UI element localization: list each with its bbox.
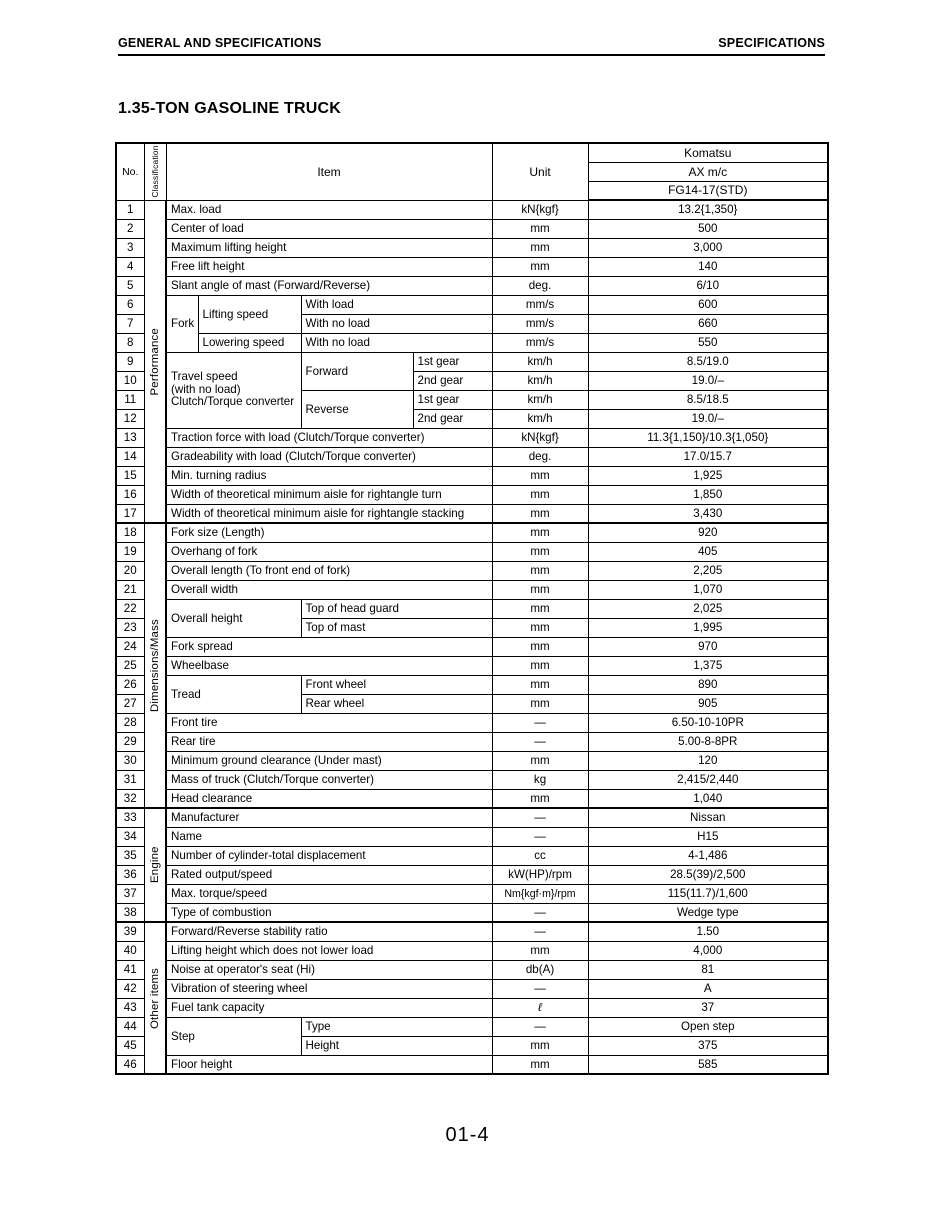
classification-label: Performance <box>148 327 161 395</box>
row-no: 18 <box>116 523 144 542</box>
row-value: 920 <box>588 523 828 542</box>
table-row <box>116 1055 828 1074</box>
row-item: Number of cylinder-total displacement <box>166 846 492 865</box>
row-unit: mm <box>492 637 588 656</box>
table-row <box>116 656 828 675</box>
row-unit: — <box>492 827 588 846</box>
row-item: Noise at operator's seat (Hi) <box>166 960 492 979</box>
header-right-title: SPECIFICATIONS <box>718 36 825 50</box>
row-value: 2,205 <box>588 561 828 580</box>
row-value: Open step <box>588 1017 828 1036</box>
row-value: 1,995 <box>588 618 828 637</box>
row-value: 1,070 <box>588 580 828 599</box>
row-value: 905 <box>588 694 828 713</box>
specification-table <box>115 142 829 1075</box>
table-row <box>116 466 828 485</box>
row-unit: mm <box>492 618 588 637</box>
row-value: 11.3{1,150}/10.3{1,050} <box>588 428 828 447</box>
row-value: 890 <box>588 675 828 694</box>
row-unit: mm/s <box>492 314 588 333</box>
row-unit: deg. <box>492 276 588 295</box>
row-item: Front wheel <box>301 675 492 694</box>
row-value: 140 <box>588 257 828 276</box>
row-unit: mm <box>492 466 588 485</box>
row-value: 970 <box>588 637 828 656</box>
row-unit: mm <box>492 694 588 713</box>
row-value: 19.0/– <box>588 371 828 390</box>
row-unit: — <box>492 1017 588 1036</box>
row-unit: km/h <box>492 371 588 390</box>
classification-label: Engine <box>148 846 161 884</box>
row-no: 2 <box>116 219 144 238</box>
row-item: Overhang of fork <box>166 542 492 561</box>
row-unit: mm <box>492 789 588 808</box>
header-left-title: GENERAL AND SPECIFICATIONS <box>118 36 322 50</box>
row-unit: ℓ <box>492 998 588 1017</box>
row-item: Center of load <box>166 219 492 238</box>
row-item: Overall width <box>166 580 492 599</box>
row-no: 4 <box>116 257 144 276</box>
row-no: 39 <box>116 922 144 941</box>
row-no: 12 <box>116 409 144 428</box>
group-lifting-speed: Lifting speed <box>198 295 301 333</box>
table-row <box>116 732 828 751</box>
row-value: 1,375 <box>588 656 828 675</box>
row-unit: Nm{kgf·m}/rpm <box>492 884 588 903</box>
row-value: 6/10 <box>588 276 828 295</box>
row-item: Width of theoretical minimum aisle for rightangle turn <box>166 485 492 504</box>
classification-label: Dimensions/Mass <box>148 619 161 712</box>
row-unit: deg. <box>492 447 588 466</box>
row-no: 32 <box>116 789 144 808</box>
table-row <box>116 333 828 352</box>
page-title: 1.35-TON GASOLINE TRUCK <box>118 100 341 117</box>
table-row <box>116 808 828 827</box>
group-travel-speed <box>166 352 301 428</box>
row-unit: mm <box>492 599 588 618</box>
row-unit: — <box>492 922 588 941</box>
row-unit: kg <box>492 770 588 789</box>
row-unit: mm <box>492 542 588 561</box>
row-item: Minimum ground clearance (Under mast) <box>166 751 492 770</box>
row-item: Floor height <box>166 1055 492 1074</box>
row-value: 550 <box>588 333 828 352</box>
row-unit: mm <box>492 219 588 238</box>
table-row <box>116 580 828 599</box>
row-no: 3 <box>116 238 144 257</box>
column-header-no: No. <box>116 143 144 200</box>
row-value: A <box>588 979 828 998</box>
row-item: Fork size (Length) <box>166 523 492 542</box>
table-row <box>116 523 828 542</box>
column-header-series: AX m/c <box>588 162 828 181</box>
specification-table-container <box>115 142 827 1075</box>
table-row <box>116 257 828 276</box>
row-value: 8.5/19.0 <box>588 352 828 371</box>
row-no: 19 <box>116 542 144 561</box>
row-no: 17 <box>116 504 144 523</box>
group-fork: Fork <box>166 295 198 352</box>
table-row <box>116 542 828 561</box>
row-value: 1.50 <box>588 922 828 941</box>
row-value: H15 <box>588 827 828 846</box>
row-unit: db(A) <box>492 960 588 979</box>
row-item: Width of theoretical minimum aisle for rightangle stacking <box>166 504 492 523</box>
classification-dimensions-mass <box>144 523 166 808</box>
row-no: 27 <box>116 694 144 713</box>
row-item: Max. load <box>166 200 492 219</box>
row-item: With no load <box>301 333 492 352</box>
row-item: With load <box>301 295 492 314</box>
row-no: 41 <box>116 960 144 979</box>
group-forward: Forward <box>301 352 413 390</box>
group-reverse: Reverse <box>301 390 413 428</box>
row-no: 38 <box>116 903 144 922</box>
row-unit: mm <box>492 656 588 675</box>
row-value: 3,430 <box>588 504 828 523</box>
row-unit: kN{kgf} <box>492 200 588 219</box>
classification-engine <box>144 808 166 922</box>
row-no: 23 <box>116 618 144 637</box>
row-item: Rear wheel <box>301 694 492 713</box>
row-value: 6.50-10-10PR <box>588 713 828 732</box>
table-row <box>116 941 828 960</box>
group-step: Step <box>166 1017 301 1055</box>
row-item: Front tire <box>166 713 492 732</box>
row-value: 28.5(39)/2,500 <box>588 865 828 884</box>
row-no: 29 <box>116 732 144 751</box>
row-no: 24 <box>116 637 144 656</box>
row-no: 33 <box>116 808 144 827</box>
row-no: 21 <box>116 580 144 599</box>
row-unit: mm <box>492 257 588 276</box>
travel-speed-line-3: Clutch/Torque converter <box>171 395 295 409</box>
row-value: 19.0/– <box>588 409 828 428</box>
row-no: 11 <box>116 390 144 409</box>
row-value: 660 <box>588 314 828 333</box>
row-unit: km/h <box>492 390 588 409</box>
row-item: Traction force with load (Clutch/Torque converter) <box>166 428 492 447</box>
row-unit: mm <box>492 580 588 599</box>
row-item: With no load <box>301 314 492 333</box>
row-value: 2,025 <box>588 599 828 618</box>
row-value: 1,925 <box>588 466 828 485</box>
row-no: 42 <box>116 979 144 998</box>
row-no: 13 <box>116 428 144 447</box>
row-unit: mm <box>492 751 588 770</box>
row-value: 2,415/2,440 <box>588 770 828 789</box>
classification-performance <box>144 200 166 523</box>
row-no: 37 <box>116 884 144 903</box>
row-unit: — <box>492 903 588 922</box>
row-item: Type <box>301 1017 492 1036</box>
row-unit: mm <box>492 485 588 504</box>
row-no: 6 <box>116 295 144 314</box>
row-value: 5.00-8-8PR <box>588 732 828 751</box>
row-no: 9 <box>116 352 144 371</box>
row-item: Free lift height <box>166 257 492 276</box>
table-row <box>116 922 828 941</box>
row-item: Wheelbase <box>166 656 492 675</box>
row-unit: mm <box>492 561 588 580</box>
row-no: 5 <box>116 276 144 295</box>
table-row <box>116 713 828 732</box>
row-item: Min. turning radius <box>166 466 492 485</box>
row-item: Rated output/speed <box>166 865 492 884</box>
row-value: 115(11.7)/1,600 <box>588 884 828 903</box>
row-unit: mm <box>492 1036 588 1055</box>
table-row <box>116 352 828 371</box>
row-unit: mm <box>492 523 588 542</box>
row-item: 1st gear <box>413 352 492 371</box>
travel-speed-line-1: Travel speed <box>171 370 238 384</box>
table-row <box>116 865 828 884</box>
row-unit: mm/s <box>492 333 588 352</box>
classification-header-label: Classification <box>150 145 160 198</box>
row-unit: mm <box>492 1055 588 1074</box>
table-row <box>116 219 828 238</box>
row-item: Top of mast <box>301 618 492 637</box>
table-row <box>116 960 828 979</box>
table-row <box>116 884 828 903</box>
row-item: Lifting height which does not lower load <box>166 941 492 960</box>
row-unit: mm/s <box>492 295 588 314</box>
table-row <box>116 238 828 257</box>
row-unit: — <box>492 979 588 998</box>
table-row <box>116 751 828 770</box>
row-item: Manufacturer <box>166 808 492 827</box>
row-no: 16 <box>116 485 144 504</box>
row-value: 3,000 <box>588 238 828 257</box>
row-unit: mm <box>492 941 588 960</box>
row-value: 4-1,486 <box>588 846 828 865</box>
row-item: Rear tire <box>166 732 492 751</box>
group-lowering-speed: Lowering speed <box>198 333 301 352</box>
row-unit: — <box>492 713 588 732</box>
row-no: 44 <box>116 1017 144 1036</box>
table-row <box>116 504 828 523</box>
row-item: Mass of truck (Clutch/Torque converter) <box>166 770 492 789</box>
row-value: 1,040 <box>588 789 828 808</box>
row-value: 500 <box>588 219 828 238</box>
table-row <box>116 903 828 922</box>
row-value: 120 <box>588 751 828 770</box>
row-value: Wedge type <box>588 903 828 922</box>
row-unit: kW(HP)/rpm <box>492 865 588 884</box>
row-value: Nissan <box>588 808 828 827</box>
column-header-brand: Komatsu <box>588 143 828 162</box>
group-tread: Tread <box>166 675 301 713</box>
row-item: 1st gear <box>413 390 492 409</box>
row-value: 375 <box>588 1036 828 1055</box>
row-value: 81 <box>588 960 828 979</box>
row-no: 10 <box>116 371 144 390</box>
table-row <box>116 561 828 580</box>
row-no: 35 <box>116 846 144 865</box>
column-header-classification <box>144 143 166 200</box>
row-item: Gradeability with load (Clutch/Torque converter) <box>166 447 492 466</box>
row-unit: mm <box>492 675 588 694</box>
row-item: Overall length (To front end of fork) <box>166 561 492 580</box>
row-item: Forward/Reverse stability ratio <box>166 922 492 941</box>
row-item: 2nd gear <box>413 371 492 390</box>
row-no: 8 <box>116 333 144 352</box>
table-row <box>116 846 828 865</box>
row-no: 1 <box>116 200 144 219</box>
row-value: 585 <box>588 1055 828 1074</box>
row-unit: — <box>492 732 588 751</box>
table-row <box>116 1017 828 1036</box>
table-row <box>116 979 828 998</box>
row-no: 31 <box>116 770 144 789</box>
row-unit: cc <box>492 846 588 865</box>
row-unit: km/h <box>492 409 588 428</box>
row-item: Name <box>166 827 492 846</box>
row-item: Fuel tank capacity <box>166 998 492 1017</box>
table-row <box>116 637 828 656</box>
table-row <box>116 675 828 694</box>
row-no: 34 <box>116 827 144 846</box>
table-row <box>116 827 828 846</box>
row-unit: kN{kgf} <box>492 428 588 447</box>
row-no: 15 <box>116 466 144 485</box>
row-no: 46 <box>116 1055 144 1074</box>
row-item: Slant angle of mast (Forward/Reverse) <box>166 276 492 295</box>
row-value: 13.2{1,350} <box>588 200 828 219</box>
row-item: Vibration of steering wheel <box>166 979 492 998</box>
row-no: 22 <box>116 599 144 618</box>
row-value: 1,850 <box>588 485 828 504</box>
row-unit: km/h <box>492 352 588 371</box>
row-no: 14 <box>116 447 144 466</box>
row-no: 30 <box>116 751 144 770</box>
table-row <box>116 789 828 808</box>
row-item: 2nd gear <box>413 409 492 428</box>
table-row <box>116 770 828 789</box>
row-no: 45 <box>116 1036 144 1055</box>
classification-other-items <box>144 922 166 1074</box>
row-no: 25 <box>116 656 144 675</box>
row-unit: mm <box>492 504 588 523</box>
row-value: 37 <box>588 998 828 1017</box>
table-row <box>116 485 828 504</box>
travel-speed-line-2: (with no load) <box>171 382 241 396</box>
row-no: 36 <box>116 865 144 884</box>
row-item: Maximum lifting height <box>166 238 492 257</box>
row-value: 600 <box>588 295 828 314</box>
row-value: 4,000 <box>588 941 828 960</box>
row-no: 43 <box>116 998 144 1017</box>
row-item: Fork spread <box>166 637 492 656</box>
column-header-model-code: FG14-17(STD) <box>588 181 828 200</box>
table-row <box>116 447 828 466</box>
table-header-row <box>116 143 828 162</box>
row-unit: — <box>492 808 588 827</box>
column-header-item: Item <box>166 143 492 200</box>
table-row <box>116 998 828 1017</box>
table-row <box>116 428 828 447</box>
row-item: Height <box>301 1036 492 1055</box>
page-running-header <box>118 36 825 56</box>
row-no: 7 <box>116 314 144 333</box>
group-overall-height: Overall height <box>166 599 301 637</box>
page-number: 01-4 <box>445 1124 490 1146</box>
row-value: 17.0/15.7 <box>588 447 828 466</box>
table-row <box>116 276 828 295</box>
row-no: 20 <box>116 561 144 580</box>
row-item: Top of head guard <box>301 599 492 618</box>
row-value: 8.5/18.5 <box>588 390 828 409</box>
table-row <box>116 599 828 618</box>
row-no: 28 <box>116 713 144 732</box>
table-row <box>116 200 828 219</box>
row-unit: mm <box>492 238 588 257</box>
row-item: Head clearance <box>166 789 492 808</box>
row-value: 405 <box>588 542 828 561</box>
row-item: Type of combustion <box>166 903 492 922</box>
row-item: Max. torque/speed <box>166 884 492 903</box>
classification-label: Other items <box>148 967 161 1029</box>
row-no: 40 <box>116 941 144 960</box>
column-header-unit: Unit <box>492 143 588 200</box>
table-row <box>116 295 828 314</box>
row-no: 26 <box>116 675 144 694</box>
